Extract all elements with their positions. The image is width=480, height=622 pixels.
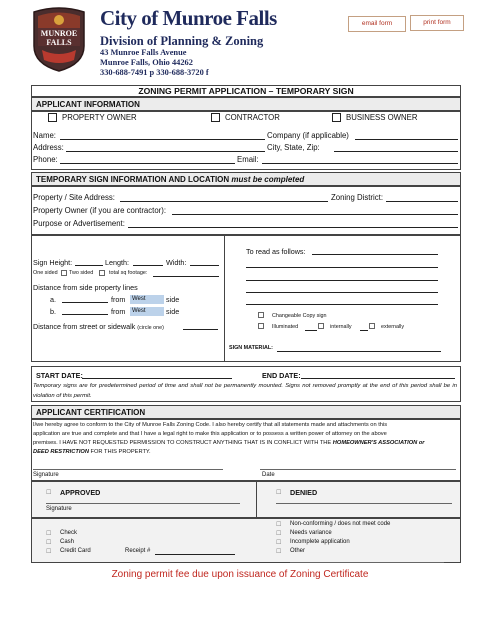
internally-checkbox[interactable]: [318, 323, 324, 329]
reads-line-5[interactable]: [246, 304, 438, 305]
cert-text-4: DEED RESTRICTION FOR THIS PROPERTY.: [33, 449, 151, 455]
reads-line-4[interactable]: [246, 292, 438, 293]
approved-checkbox[interactable]: ☐: [46, 490, 52, 496]
incomplete-application-checkbox[interactable]: ☐: [276, 540, 282, 546]
externally-checkbox[interactable]: [369, 323, 375, 329]
sign-length-label: Length:: [105, 258, 129, 267]
start-date-label: START DATE:: [36, 371, 83, 380]
denied-signature-field[interactable]: [276, 503, 452, 504]
property-address-label: Property / Site Address:: [33, 193, 115, 202]
illuminated-checkbox[interactable]: [258, 323, 264, 329]
credit-card-checkbox[interactable]: ☐: [46, 549, 52, 555]
cash-label: Cash: [60, 539, 75, 545]
property-owner-checkbox[interactable]: [48, 113, 57, 122]
phone-fax: 330-688-7491 p 330-688-3720 f: [100, 68, 209, 77]
property-owner-field[interactable]: [172, 214, 458, 215]
city-state-zip-label: City, State, Zip:: [267, 143, 320, 152]
svg-text:MUNROE: MUNROE: [40, 29, 78, 38]
other-field[interactable]: [290, 562, 444, 563]
zoning-district-field[interactable]: [386, 201, 458, 202]
address-label: Address:: [33, 143, 64, 152]
other-checkbox[interactable]: ☐: [276, 549, 282, 555]
cert-text-2: application are true and complete and that I have a legal right to make this application or to possess a written power of attorney on the above: [33, 431, 387, 437]
dates-note: Temporary signs are for predetermined period of time and shall not be permanently mounted. Signs not removed promptly at the end of this period shall be in violation of this permit.: [33, 383, 457, 399]
sign-width-label: Width:: [166, 258, 187, 267]
total-sq-footage-label: total sq footage:: [109, 270, 148, 276]
internally-blank: [360, 330, 368, 331]
form-title: ZONING PERMIT APPLICATION – TEMPORARY SIGN: [31, 85, 461, 97]
denied-label: DENIED: [290, 488, 318, 497]
applicant-section-header: APPLICANT INFORMATION: [31, 97, 461, 112]
sign-height-label: Sign Height:: [33, 258, 73, 267]
check-checkbox[interactable]: ☐: [46, 531, 52, 537]
print-form-button[interactable]: print form: [410, 15, 464, 31]
city-state-zip-field[interactable]: [334, 151, 458, 152]
incomplete-application-label: Incomplete application: [290, 539, 350, 545]
street-distance-label: Distance from street or sidewalk (circle one): [33, 322, 164, 331]
cert-date-field[interactable]: [260, 469, 456, 470]
distance-b-field[interactable]: [62, 314, 108, 315]
contractor-label: CONTRACTOR: [225, 113, 280, 122]
illuminated-label: Illuminated: [272, 324, 299, 330]
distance-a-field[interactable]: [62, 302, 108, 303]
contractor-checkbox[interactable]: [211, 113, 220, 122]
business-owner-checkbox[interactable]: [332, 113, 341, 122]
purpose-field[interactable]: [128, 227, 458, 228]
distance-side-title: Distance from side property lines: [33, 283, 138, 292]
sign-width-field[interactable]: [190, 265, 219, 266]
approval-signature-label: Signature: [46, 506, 72, 512]
other-label: Other: [290, 548, 306, 554]
details-divider: [224, 235, 225, 362]
distance-a-from: from: [111, 295, 126, 304]
company-field[interactable]: [355, 139, 458, 140]
property-owner-label: PROPERTY OWNER: [62, 113, 137, 122]
email-field[interactable]: [262, 163, 458, 164]
email-label: Email:: [237, 155, 259, 164]
svg-text:FALLS: FALLS: [46, 38, 72, 47]
two-sided-checkbox[interactable]: [99, 270, 105, 276]
name-label: Name:: [33, 131, 56, 140]
denied-checkbox[interactable]: ☐: [276, 490, 282, 496]
purpose-label: Purpose or Advertisement:: [33, 219, 125, 228]
sign-height-field[interactable]: [75, 265, 103, 266]
signature-field[interactable]: [33, 469, 223, 470]
city-seal-logo: [30, 6, 88, 72]
sign-info-section-header: TEMPORARY SIGN INFORMATION AND LOCATION must be completed: [31, 172, 461, 187]
sign-material-field[interactable]: [277, 351, 441, 352]
one-sided-checkbox[interactable]: [61, 270, 67, 276]
non-conforming-label: Non-conforming / does not meet code: [290, 521, 391, 527]
needs-variance-checkbox[interactable]: ☐: [276, 531, 282, 537]
reads-line-2[interactable]: [246, 267, 438, 268]
distance-b-side: side: [166, 307, 180, 316]
company-label: Company (if applicable): [267, 131, 349, 140]
phone-field[interactable]: [60, 163, 235, 164]
distance-a-direction-select[interactable]: West: [130, 295, 164, 304]
total-sq-footage-field[interactable]: [153, 276, 219, 277]
business-owner-label: BUSINESS OWNER: [346, 113, 418, 122]
division-title: Division of Planning & Zoning: [100, 34, 264, 48]
end-date-label: END DATE:: [262, 371, 301, 380]
start-date-field[interactable]: [82, 378, 232, 379]
changeable-copy-label: Changeable Copy sign: [272, 313, 327, 319]
distance-a-label: a.: [50, 295, 56, 304]
cert-date-label: Date: [262, 472, 275, 478]
end-date-field[interactable]: [301, 378, 455, 379]
city-state-zip: Munroe Falls, Ohio 44262: [100, 58, 193, 67]
receipt-label: Receipt #: [125, 548, 151, 554]
cert-text-3: premises. I HAVE NOT REQUESTED PERMISSION TO CONSTRUCT ANYTHING THAT IS IN CONFLICT WITH THE HOMEOWNER'S ASSOCIATION or: [33, 440, 425, 446]
distance-a-side: side: [166, 295, 180, 304]
property-address-field[interactable]: [120, 201, 328, 202]
zoning-district-label: Zoning District:: [331, 193, 383, 202]
reads-line-3[interactable]: [246, 280, 438, 281]
distance-b-label: b.: [50, 307, 56, 316]
email-form-button[interactable]: email form: [348, 16, 406, 32]
sign-length-field[interactable]: [133, 265, 163, 266]
one-sided-label: One sided: [33, 270, 58, 276]
needs-variance-label: Needs variance: [290, 530, 332, 536]
certification-section-header: APPLICANT CERTIFICATION: [31, 405, 461, 420]
non-conforming-checkbox[interactable]: ☐: [276, 522, 282, 528]
reads-as-follows-label: To read as follows:: [246, 247, 306, 256]
credit-card-label: Credit Card: [60, 548, 91, 554]
fee-note: Zoning permit fee due upon issuance of Zoning Certificate: [111, 569, 369, 580]
approved-label: APPROVED: [60, 488, 101, 497]
cash-checkbox[interactable]: ☐: [46, 540, 52, 546]
phone-label: Phone:: [33, 155, 58, 164]
street-distance-field[interactable]: [183, 329, 218, 330]
receipt-field[interactable]: [155, 554, 235, 555]
illuminated-blank: [305, 330, 317, 331]
approval-section: [31, 481, 461, 518]
name-field[interactable]: [60, 139, 265, 140]
address-field[interactable]: [66, 151, 265, 152]
street-address: 43 Munroe Falls Avenue: [100, 48, 187, 57]
check-label: Check: [60, 530, 78, 536]
city-title: City of Munroe Falls: [100, 6, 277, 30]
sign-material-label: SIGN MATERIAL:: [229, 345, 273, 351]
property-owner-contractor-label: Property Owner (if you are contractor):: [33, 206, 167, 215]
distance-b-from: from: [111, 307, 126, 316]
reads-line-1[interactable]: [312, 254, 438, 255]
cert-text-1: I/we hereby agree to conform to the City of Munroe Falls Zoning Code. I also hereby certify that all statements made and attachments on this: [33, 422, 388, 428]
two-sided-label: Two sided: [69, 270, 94, 276]
externally-label: externally: [381, 324, 405, 330]
changeable-copy-checkbox[interactable]: [258, 312, 264, 318]
approval-signature-field[interactable]: [46, 503, 240, 504]
payment-section: [31, 518, 461, 563]
internally-label: internally: [330, 324, 352, 330]
signature-label: Signature: [33, 472, 59, 478]
distance-b-direction-select[interactable]: West: [130, 307, 164, 316]
